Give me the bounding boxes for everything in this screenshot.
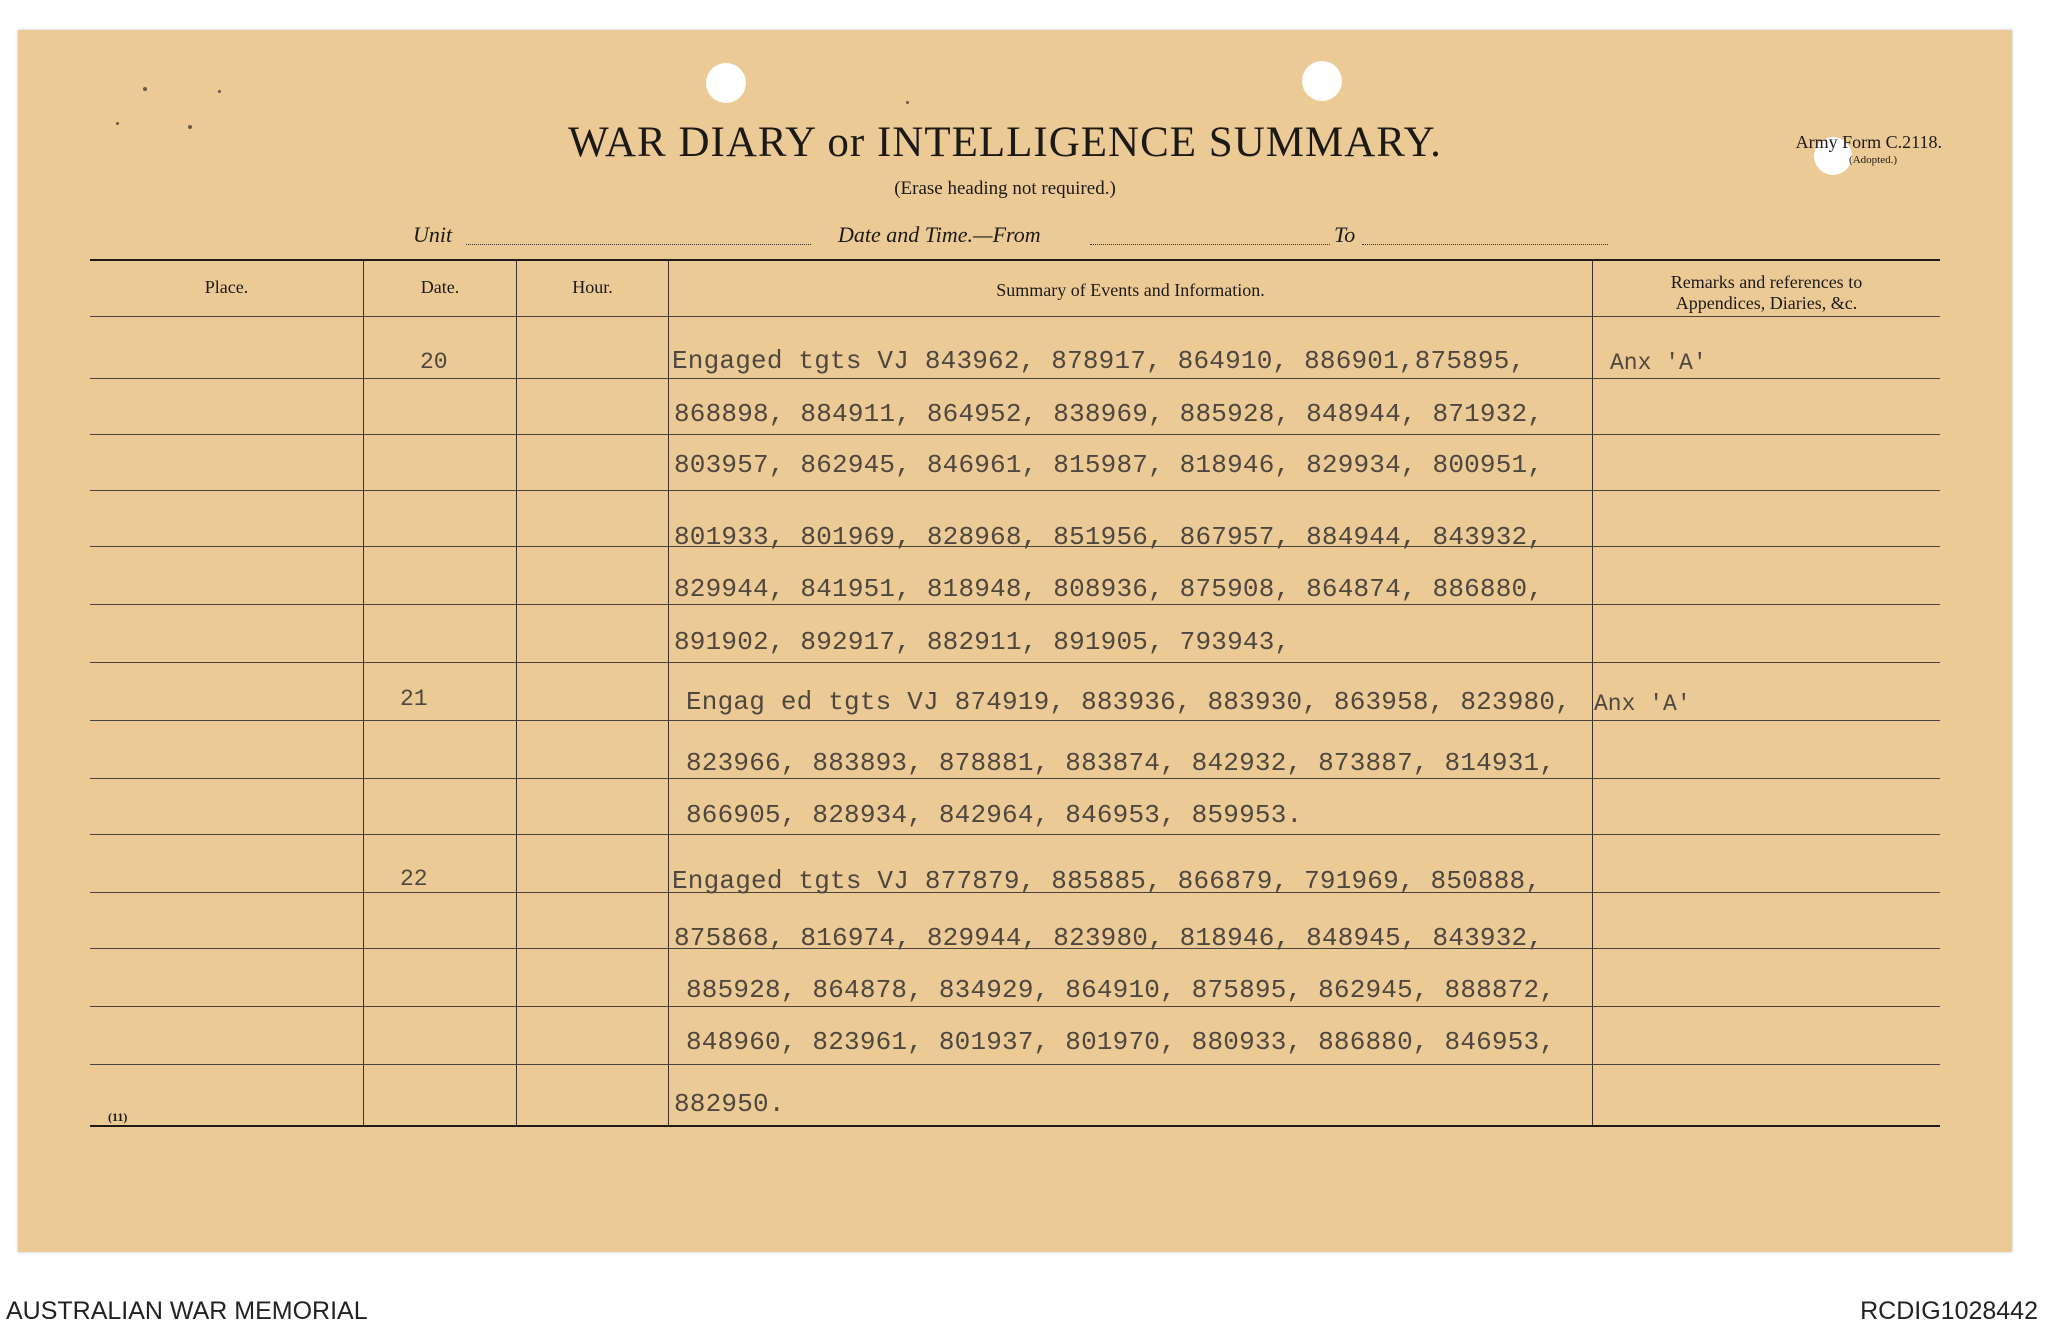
ruled-line bbox=[90, 1064, 1940, 1065]
date-time-from-label: Date and Time.—From bbox=[838, 222, 1041, 247]
to-field-line bbox=[1362, 244, 1608, 245]
summary-line: 801933, 801969, 828968, 851956, 867957, 884944, 843932, bbox=[674, 522, 1544, 552]
from-field-line bbox=[1090, 244, 1330, 245]
archive-credit: AUSTRALIAN WAR MEMORIAL bbox=[6, 1297, 368, 1325]
entry-remark: Anx 'A' bbox=[1594, 691, 1691, 717]
column-header-date: Date. bbox=[420, 277, 460, 297]
entry-remark: Anx 'A' bbox=[1610, 350, 1707, 376]
table-top-rule bbox=[90, 259, 1940, 261]
ruled-line bbox=[90, 604, 1940, 605]
ruled-line bbox=[90, 720, 1940, 721]
summary-line: 866905, 828934, 842964, 846953, 859953. bbox=[686, 800, 1303, 830]
ruled-line bbox=[90, 316, 1940, 317]
ruled-line bbox=[90, 434, 1940, 435]
column-header-place: Place. bbox=[204, 277, 249, 297]
column-header-summary: Summary of Events and Information. bbox=[996, 280, 1265, 300]
summary-line: 882950. bbox=[674, 1089, 785, 1119]
column-divider bbox=[668, 261, 669, 1125]
remarks-header-line1: Remarks and references to bbox=[1670, 272, 1863, 292]
summary-line: 875868, 816974, 829944, 823980, 818946, 848945, 843932, bbox=[674, 923, 1544, 953]
summary-line: Engaged tgts VJ 877879, 885885, 866879, 791969, 850888, bbox=[672, 866, 1542, 896]
table-bottom-rule bbox=[90, 1125, 1940, 1127]
summary-line: 803957, 862945, 846961, 815987, 818946, 829934, 800951, bbox=[674, 450, 1544, 480]
column-header-remarks bbox=[1593, 272, 1940, 314]
army-form-adopted: (Adopted.) bbox=[1849, 154, 1897, 166]
entry-date: 21 bbox=[400, 686, 428, 712]
unit-label: Unit bbox=[413, 222, 453, 247]
summary-line: 868898, 884911, 864952, 838969, 885928, 848944, 871932, bbox=[674, 399, 1544, 429]
ruled-line bbox=[90, 662, 1940, 663]
summary-line: 885928, 864878, 834929, 864910, 875895, 862945, 888872, bbox=[686, 975, 1556, 1005]
column-header-hour: Hour. bbox=[572, 277, 613, 297]
form-print-number: (11) bbox=[108, 1110, 128, 1124]
remarks-header-line2: Appendices, Diaries, &c. bbox=[1675, 293, 1858, 313]
summary-line: Engaged tgts VJ 843962, 878917, 864910, 886901,875895, bbox=[672, 346, 1526, 376]
paper-speck bbox=[143, 87, 147, 91]
archive-id: RCDIG1028442 bbox=[1860, 1297, 2038, 1325]
ruled-line bbox=[90, 1006, 1940, 1007]
summary-line: 848960, 823961, 801937, 801970, 880933, 886880, 846953, bbox=[686, 1027, 1556, 1057]
entry-date: 20 bbox=[420, 349, 448, 375]
ruled-line bbox=[90, 378, 1940, 379]
paper-speck bbox=[906, 101, 909, 104]
column-divider bbox=[363, 261, 364, 1125]
ruled-line bbox=[90, 834, 1940, 835]
summary-line: 891902, 892917, 882911, 891905, 793943, bbox=[674, 627, 1291, 657]
punch-hole bbox=[1302, 61, 1342, 101]
column-divider bbox=[516, 261, 517, 1125]
entry-date: 22 bbox=[400, 866, 428, 892]
summary-line: 823966, 883893, 878881, 883874, 842932, 873887, 814931, bbox=[686, 748, 1556, 778]
document-subtitle: (Erase heading not required.) bbox=[894, 178, 1116, 199]
ruled-line bbox=[90, 778, 1940, 779]
to-label: To bbox=[1334, 222, 1356, 247]
summary-line: Engag ed tgts VJ 874919, 883936, 883930, 863958, 823980, bbox=[686, 687, 1571, 717]
unit-field-line bbox=[466, 244, 811, 245]
paper-speck bbox=[218, 90, 221, 93]
summary-line: 829944, 841951, 818948, 808936, 875908, 864874, 886880, bbox=[674, 574, 1544, 604]
army-form-number: Army Form C.2118. bbox=[1795, 132, 1942, 152]
ruled-line bbox=[90, 490, 1940, 491]
document-title: WAR DIARY or INTELLIGENCE SUMMARY. bbox=[568, 119, 1442, 166]
punch-hole bbox=[706, 63, 746, 103]
column-divider bbox=[1592, 261, 1593, 1125]
